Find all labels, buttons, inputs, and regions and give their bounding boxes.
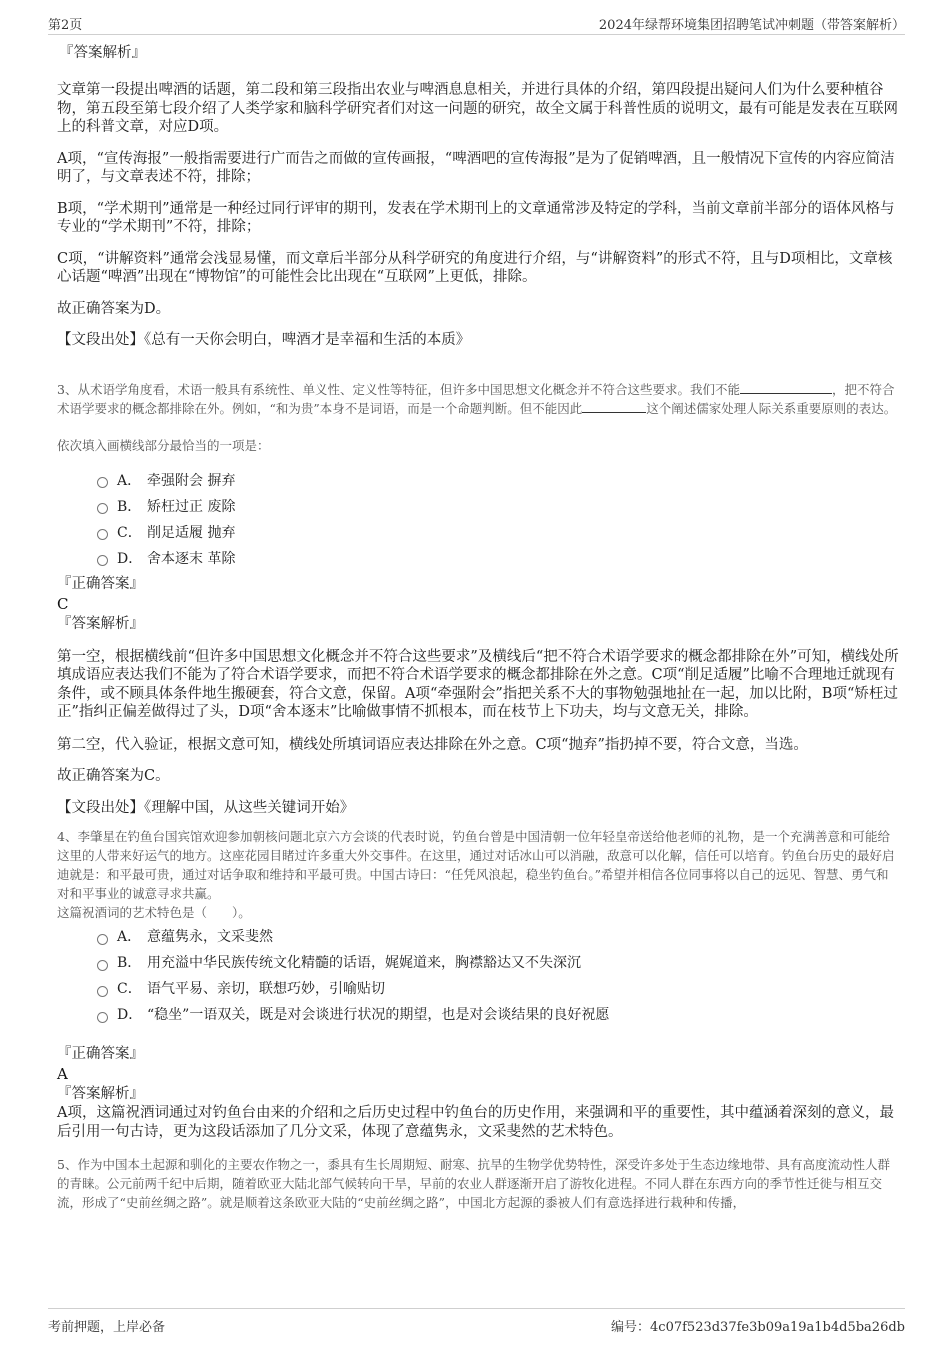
- code-value: 4c07f523d37fe3b09a19a1b4d5ba26db: [650, 1320, 905, 1335]
- option-text: 舍本逐末 革除: [147, 550, 236, 567]
- q3-stem: [57, 380, 900, 418]
- q3-analysis-tag: 『答案解析』: [57, 615, 144, 632]
- option-label: B．: [117, 498, 142, 515]
- radio-icon[interactable]: [97, 934, 108, 945]
- q4-analysis-tag: 『答案解析』: [57, 1086, 144, 1102]
- page-number: 第2页: [48, 18, 83, 33]
- q3-stem-part1: 3、从术语学角度看，术语一般具有系统性、单义性、定义性等特征，但许多中国思想文化概念并不符合这些要求。我们不能: [57, 381, 740, 397]
- option-label: A．: [117, 929, 142, 945]
- q2-source: 【文段出处】《总有一天你会明白，啤酒才是幸福和生活的本质》: [57, 332, 471, 348]
- q3-source: 【文段出处】《理解中国，从这些关键词开始》: [57, 799, 355, 816]
- q3-option-c[interactable]: [97, 520, 900, 546]
- radio-icon[interactable]: [97, 1012, 108, 1023]
- q3-prompt: 依次填入画横线部分最恰当的一项是：: [57, 437, 270, 453]
- option-label: D．: [117, 1007, 143, 1023]
- q3-answer: C: [57, 594, 69, 613]
- q2-conclusion: 故正确答案为D。: [57, 300, 171, 317]
- q4-option-a[interactable]: [97, 924, 900, 950]
- q3-stem-part2: ，把不符合术语学要求的概念都排除在外。例如，“和为贵”本身不是词语，而是一个命题判断。但不能因此: [57, 381, 895, 416]
- option-text: 用充溢中华民族传统文化精髓的话语，娓娓道来，胸襟豁达又不失深沉: [147, 955, 581, 971]
- option-text: 矫枉过正 废除: [147, 498, 236, 515]
- q2-analysis-p4: C项，“讲解资料”通常会浅显易懂，而文章后半部分从科学研究的角度进行介绍，与“讲解资料”的形式不符，且与D项相比，文章核心话题“啤酒”出现在“博物馆”的可能性会比出现在“互联网”上更低，排除。: [57, 250, 893, 285]
- option-label: C．: [117, 524, 142, 541]
- q3-option-b[interactable]: [97, 494, 900, 520]
- q3-stem-part3: 这个阐述儒家处理人际关系重要原则的表达。: [646, 400, 897, 416]
- q4-stem: 4、李肇星在钓鱼台国宾馆欢迎参加朝核问题北京六方会谈的代表时说，钓鱼台曾是中国清朝一位年轻皇帝送给他老师的礼物，是一个充满善意和可能给这里的人带来好运气的地方。这座花园目睹过许多重大外交事件。在这里，通过对话冰山可以消融，敌意可以化解，信任可以培育。钓鱼台历史的最好启迪就是：和平最可贵，通过对话争取和维持和平最可贵。中国古诗曰：“任凭风浪起，稳坐钓鱼台。”希望并相信各位同事将以自己的远见、智慧、勇气和对和平事业的诚意寻求共赢。: [57, 829, 895, 901]
- option-text: 牵强附会 摒弃: [147, 472, 236, 489]
- option-label: C．: [117, 981, 142, 997]
- option-label: D．: [117, 550, 143, 567]
- radio-icon[interactable]: [97, 986, 108, 997]
- q2-analysis-p1: 文章第一段提出啤酒的话题，第二段和第三段指出农业与啤酒息息相关，并进行具体的介绍，第四段提出疑问人们为什么要种植谷物，第五段至第七段介绍了人类学家和脑科学研究者们对这一问题的研究，故全文属于科普性质的说明文，最有可能是发表在互联网上的科普文章，对应D项。: [57, 82, 898, 135]
- q3-option-d[interactable]: [97, 546, 900, 572]
- q4-option-b[interactable]: [97, 950, 900, 976]
- option-text: “稳坐”一语双关，既是对会谈进行状况的期望，也是对会谈结果的良好祝愿: [147, 1007, 610, 1023]
- q2-analysis-tag: 『答案解析』: [59, 45, 146, 61]
- q3-answer-tag: 『正确答案』: [57, 575, 144, 592]
- option-label: B．: [117, 955, 142, 971]
- q3-analysis-p2: 第二空，代入验证，根据文意可知，横线处所填词语应表达排除在外之意。C项“抛弃”指扔掉不要，符合文意，当选。: [57, 736, 808, 753]
- page-header: [48, 12, 905, 35]
- q4-answer: A: [57, 1065, 68, 1083]
- radio-icon[interactable]: [97, 477, 108, 488]
- q3-blank-2: [582, 400, 646, 413]
- radio-icon[interactable]: [97, 529, 108, 540]
- q2-analysis-p3: B项，“学术期刊”通常是一种经过同行评审的期刊，发表在学术期刊上的文章通常涉及特定的学科，当前文章前半部分的语体风格与专业的“学术期刊”不符，排除；: [57, 200, 895, 235]
- q4-option-c[interactable]: [97, 976, 900, 1002]
- q2-analysis-p2: A项，“宣传海报”一般指需要进行广而告之而做的宣传画报，“啤酒吧的宣传海报”是为了促销啤酒，且一般情况下宣传的内容应简洁明了，与文章表述不符，排除；: [57, 150, 895, 185]
- q4-prompt: 这篇祝酒词的艺术特色是（ ）。: [57, 905, 251, 920]
- q4-analysis-p1: A项，这篇祝酒词通过对钓鱼台由来的介绍和之后历史过程中钓鱼台的历史作用，来强调和平的重要性，其中蕴涵着深刻的意义，最后引用一句古诗，更为这段话添加了几分文采，体现了意蕴隽永，文采斐然的艺术特色。: [57, 1105, 894, 1140]
- code-label: 编号：: [611, 1320, 651, 1335]
- q3-analysis-p1: 第一空，根据横线前“但许多中国思想文化概念并不符合这些要求”及横线后“把不符合术语学要求的概念都排除在外”可知，横线处所填成语应表达我们不能为了符合术语学要求，而把不符合术语学要求的概念都排除在外之意。C项“削足适履”比喻不合理地迁就现有条件，或不顾具体条件地生搬硬套，符合文意，保留。A项“牵强附会”指把关系不大的事物勉强地扯在一起，加以比附，B项“矫枉过正”指纠正偏差做得过了头，D项“舍本逐末”比喻做事情不抓根本，而在枝节上下功夫，均与文意无关，排除。: [57, 648, 899, 720]
- document-title: 2024年绿帮环境集团招聘笔试冲刺题（带答案解析）: [598, 18, 905, 33]
- q4-options: [57, 924, 900, 1028]
- page-footer: [48, 1308, 905, 1337]
- q3-options: [57, 468, 900, 572]
- radio-icon[interactable]: [97, 960, 108, 971]
- option-label: A．: [117, 472, 142, 489]
- main-content: [57, 40, 900, 1212]
- q5-stem: 5、作为中国本土起源和驯化的主要农作物之一，黍具有生长周期短、耐寒、抗旱的生物学优势特性，深受许多处于生态边缘地带、具有高度流动性人群的青睐。公元前两千纪中后期，随着欧亚大陆北部气候转向干旱，早前的农业人群逐渐开启了游牧化进程。不同人群在东西方向的季节性迁徙与相互交流，形成了“史前丝绸之路”。就是顺着这条欧亚大陆的“史前丝绸之路”，中国北方起源的黍被人们有意选择进行栽种和传播，: [57, 1157, 890, 1210]
- footer-slogan: 考前押题，上岸必备: [48, 1320, 166, 1335]
- radio-icon[interactable]: [97, 503, 108, 514]
- option-text: 削足适履 抛弃: [147, 524, 236, 541]
- q3-blank-1: [740, 381, 832, 394]
- radio-icon[interactable]: [97, 555, 108, 566]
- q3-option-a[interactable]: [97, 468, 900, 494]
- option-text: 意蕴隽永，文采斐然: [147, 929, 273, 945]
- q4-option-d[interactable]: [97, 1002, 900, 1028]
- q4-answer-tag: 『正确答案』: [57, 1046, 144, 1062]
- document-code: [611, 1316, 905, 1335]
- option-text: 语气平易、亲切，联想巧妙，引喻贴切: [147, 981, 385, 997]
- q3-conclusion: 故正确答案为C。: [57, 768, 170, 784]
